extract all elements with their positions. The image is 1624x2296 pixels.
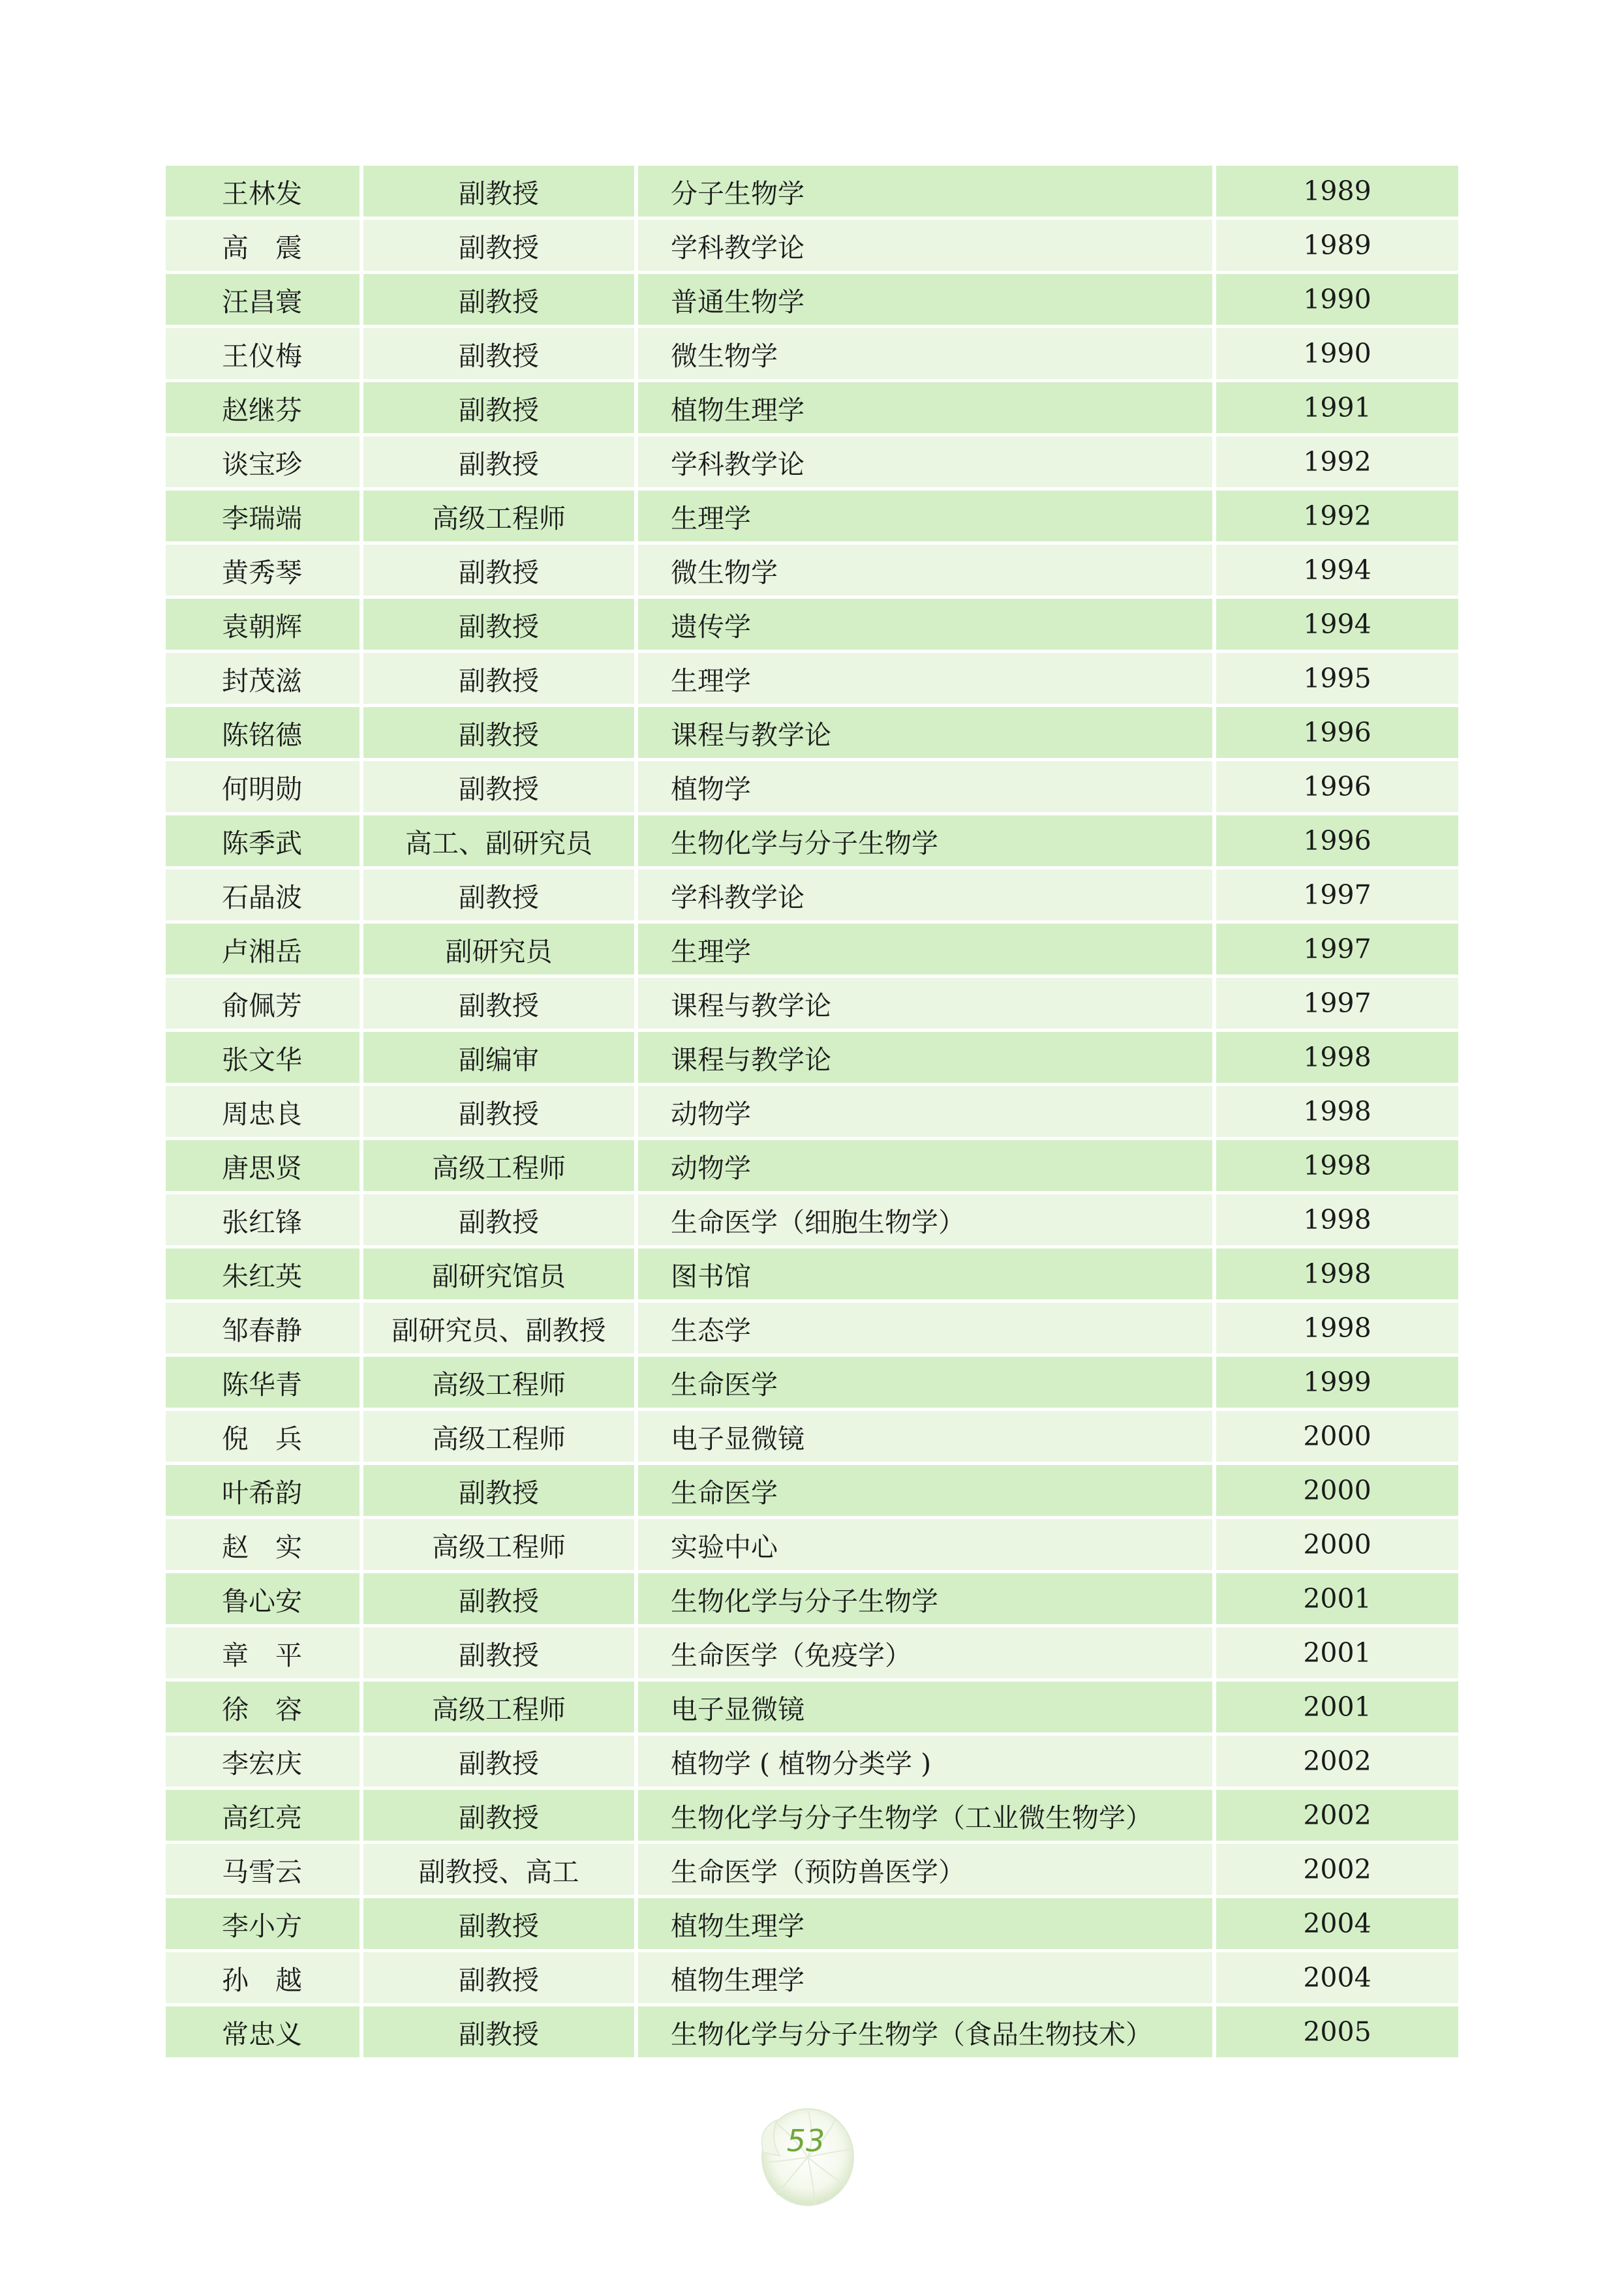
staff-name-cell: 孙 越	[166, 1952, 360, 2003]
staff-year-cell: 1990	[1216, 328, 1458, 379]
staff-field-cell: 微生物学	[638, 328, 1212, 379]
staff-title-cell: 副教授	[363, 653, 634, 704]
staff-field-cell: 生命医学（免疫学）	[638, 1627, 1212, 1678]
staff-year-cell: 1998	[1216, 1032, 1458, 1083]
table-row	[166, 1790, 1458, 1841]
staff-title-cell: 副教授	[363, 978, 634, 1029]
staff-title-cell: 高工、副研究员	[363, 815, 634, 866]
staff-field-cell: 植物学	[638, 761, 1212, 812]
table-row	[166, 1844, 1458, 1895]
staff-field-cell: 电子显微镜	[638, 1411, 1212, 1462]
staff-field-cell: 分子生物学	[638, 166, 1212, 217]
staff-field-cell: 课程与教学论	[638, 707, 1212, 758]
staff-field-cell: 植物生理学	[638, 1952, 1212, 2003]
staff-field-cell: 生理学	[638, 653, 1212, 704]
staff-field-cell: 课程与教学论	[638, 978, 1212, 1029]
staff-year-cell: 1996	[1216, 707, 1458, 758]
staff-title-cell: 副教授	[363, 707, 634, 758]
staff-name-cell: 朱红英	[166, 1248, 360, 1299]
staff-name-cell: 常忠义	[166, 2006, 360, 2057]
table-row	[166, 1952, 1458, 2003]
staff-field-cell: 生理学	[638, 491, 1212, 541]
staff-year-cell: 2000	[1216, 1465, 1458, 1516]
staff-title-cell: 副教授	[363, 1573, 634, 1624]
staff-field-cell: 生物化学与分子生物学	[638, 1573, 1212, 1624]
table-row	[166, 1140, 1458, 1191]
staff-title-cell: 副教授	[363, 382, 634, 433]
table-row	[166, 599, 1458, 650]
staff-name-cell: 袁朝辉	[166, 599, 360, 650]
staff-name-cell: 石晶波	[166, 869, 360, 920]
staff-year-cell: 2002	[1216, 1844, 1458, 1895]
staff-title-cell: 高级工程师	[363, 491, 634, 541]
staff-title-cell: 副教授	[363, 869, 634, 920]
staff-title-cell: 高级工程师	[363, 1411, 634, 1462]
staff-year-cell: 1991	[1216, 382, 1458, 433]
table-row	[166, 869, 1458, 920]
staff-year-cell: 2001	[1216, 1573, 1458, 1624]
staff-year-cell: 1998	[1216, 1194, 1458, 1245]
table-row	[166, 1519, 1458, 1570]
staff-name-cell: 邹春静	[166, 1303, 360, 1353]
staff-name-cell: 赵 实	[166, 1519, 360, 1570]
staff-name-cell: 周忠良	[166, 1086, 360, 1137]
table-row	[166, 1086, 1458, 1137]
table-row	[166, 491, 1458, 541]
staff-title-cell: 副研究员	[363, 924, 634, 974]
staff-name-cell: 何明勋	[166, 761, 360, 812]
staff-title-cell: 副教授	[363, 1952, 634, 2003]
staff-year-cell: 1992	[1216, 491, 1458, 541]
table-row	[166, 1248, 1458, 1299]
staff-year-cell: 1998	[1216, 1086, 1458, 1137]
staff-year-cell: 2001	[1216, 1682, 1458, 1732]
staff-field-cell: 学科教学论	[638, 869, 1212, 920]
staff-year-cell: 2000	[1216, 1411, 1458, 1462]
staff-name-cell: 王林发	[166, 166, 360, 217]
staff-field-cell: 生命医学（预防兽医学）	[638, 1844, 1212, 1895]
staff-title-cell: 副教授	[363, 1627, 634, 1678]
staff-year-cell: 1989	[1216, 220, 1458, 271]
table-row	[166, 924, 1458, 974]
staff-year-cell: 1994	[1216, 599, 1458, 650]
staff-year-cell: 1999	[1216, 1357, 1458, 1408]
staff-table-body	[166, 166, 1458, 2057]
staff-field-cell: 普通生物学	[638, 274, 1212, 325]
staff-title-cell: 高级工程师	[363, 1682, 634, 1732]
staff-field-cell: 遗传学	[638, 599, 1212, 650]
staff-name-cell: 徐 容	[166, 1682, 360, 1732]
staff-year-cell: 1997	[1216, 869, 1458, 920]
staff-year-cell: 1997	[1216, 924, 1458, 974]
staff-field-cell: 植物生理学	[638, 382, 1212, 433]
staff-field-cell: 图书馆	[638, 1248, 1212, 1299]
table-row	[166, 1627, 1458, 1678]
table-row	[166, 1411, 1458, 1462]
staff-name-cell: 章 平	[166, 1627, 360, 1678]
staff-name-cell: 张文华	[166, 1032, 360, 1083]
staff-title-cell: 副研究员、副教授	[363, 1303, 634, 1353]
staff-name-cell: 高红亮	[166, 1790, 360, 1841]
staff-name-cell: 高 震	[166, 220, 360, 271]
table-row	[166, 1736, 1458, 1787]
staff-name-cell: 陈华青	[166, 1357, 360, 1408]
table-row	[166, 436, 1458, 487]
staff-field-cell: 微生物学	[638, 545, 1212, 596]
staff-year-cell: 1994	[1216, 545, 1458, 596]
staff-year-cell: 1998	[1216, 1248, 1458, 1299]
staff-field-cell: 课程与教学论	[638, 1032, 1212, 1083]
staff-name-cell: 陈铭德	[166, 707, 360, 758]
staff-title-cell: 副教授	[363, 328, 634, 379]
staff-year-cell: 2000	[1216, 1519, 1458, 1570]
staff-field-cell: 动物学	[638, 1140, 1212, 1191]
staff-title-cell: 副编审	[363, 1032, 634, 1083]
staff-year-cell: 1998	[1216, 1303, 1458, 1353]
staff-title-cell: 副教授	[363, 2006, 634, 2057]
table-row	[166, 328, 1458, 379]
staff-field-cell: 植物生理学	[638, 1898, 1212, 1949]
staff-title-cell: 高级工程师	[363, 1519, 634, 1570]
staff-field-cell: 生物化学与分子生物学	[638, 815, 1212, 866]
table-row	[166, 761, 1458, 812]
staff-name-cell: 汪昌寰	[166, 274, 360, 325]
table-row	[166, 1573, 1458, 1624]
staff-field-cell: 生命医学（细胞生物学）	[638, 1194, 1212, 1245]
staff-year-cell: 1996	[1216, 815, 1458, 866]
table-row	[166, 815, 1458, 866]
staff-table-container	[166, 166, 1458, 2061]
staff-field-cell: 电子显微镜	[638, 1682, 1212, 1732]
staff-year-cell: 1989	[1216, 166, 1458, 217]
table-row	[166, 382, 1458, 433]
staff-title-cell: 副教授	[363, 1465, 634, 1516]
staff-year-cell: 1998	[1216, 1140, 1458, 1191]
staff-year-cell: 1992	[1216, 436, 1458, 487]
staff-title-cell: 副教授	[363, 1194, 634, 1245]
staff-name-cell: 李瑞端	[166, 491, 360, 541]
staff-name-cell: 马雪云	[166, 1844, 360, 1895]
table-row	[166, 545, 1458, 596]
staff-title-cell: 副教授	[363, 220, 634, 271]
staff-name-cell: 黄秀琴	[166, 545, 360, 596]
staff-field-cell: 生理学	[638, 924, 1212, 974]
staff-name-cell: 唐思贤	[166, 1140, 360, 1191]
staff-name-cell: 谈宝珍	[166, 436, 360, 487]
staff-name-cell: 王仪梅	[166, 328, 360, 379]
shell-icon	[750, 2104, 861, 2214]
staff-year-cell: 1997	[1216, 978, 1458, 1029]
staff-title-cell: 副教授	[363, 1790, 634, 1841]
table-row	[166, 2006, 1458, 2057]
staff-name-cell: 卢湘岳	[166, 924, 360, 974]
table-row	[166, 1465, 1458, 1516]
staff-year-cell: 1995	[1216, 653, 1458, 704]
staff-title-cell: 副研究馆员	[363, 1248, 634, 1299]
staff-name-cell: 李宏庆	[166, 1736, 360, 1787]
staff-title-cell: 副教授	[363, 1736, 634, 1787]
table-row	[166, 274, 1458, 325]
staff-name-cell: 张红锋	[166, 1194, 360, 1245]
staff-name-cell: 俞佩芳	[166, 978, 360, 1029]
staff-title-cell: 副教授	[363, 1898, 634, 1949]
staff-field-cell: 动物学	[638, 1086, 1212, 1137]
staff-field-cell: 学科教学论	[638, 220, 1212, 271]
staff-year-cell: 1990	[1216, 274, 1458, 325]
table-row	[166, 1682, 1458, 1732]
staff-field-cell: 生物化学与分子生物学（食品生物技术）	[638, 2006, 1212, 2057]
table-row	[166, 166, 1458, 217]
table-row	[166, 220, 1458, 271]
staff-field-cell: 生命医学	[638, 1465, 1212, 1516]
table-row	[166, 978, 1458, 1029]
staff-title-cell: 副教授	[363, 1086, 634, 1137]
table-row	[166, 1303, 1458, 1353]
staff-title-cell: 高级工程师	[363, 1357, 634, 1408]
staff-name-cell: 陈季武	[166, 815, 360, 866]
page-number: 53	[786, 2123, 825, 2158]
staff-title-cell: 高级工程师	[363, 1140, 634, 1191]
table-row	[166, 707, 1458, 758]
staff-year-cell: 2005	[1216, 2006, 1458, 2057]
staff-name-cell: 封茂滋	[166, 653, 360, 704]
staff-field-cell: 生物化学与分子生物学（工业微生物学）	[638, 1790, 1212, 1841]
staff-field-cell: 实验中心	[638, 1519, 1212, 1570]
staff-field-cell: 生命医学	[638, 1357, 1212, 1408]
staff-name-cell: 倪 兵	[166, 1411, 360, 1462]
staff-year-cell: 1996	[1216, 761, 1458, 812]
staff-title-cell: 副教授	[363, 436, 634, 487]
staff-title-cell: 副教授	[363, 545, 634, 596]
table-row	[166, 653, 1458, 704]
staff-field-cell: 生态学	[638, 1303, 1212, 1353]
staff-name-cell: 赵继芬	[166, 382, 360, 433]
staff-title-cell: 副教授	[363, 166, 634, 217]
staff-title-cell: 副教授	[363, 274, 634, 325]
staff-title-cell: 副教授、高工	[363, 1844, 634, 1895]
staff-field-cell: 学科教学论	[638, 436, 1212, 487]
staff-table	[162, 162, 1462, 2061]
staff-name-cell: 鲁心安	[166, 1573, 360, 1624]
staff-name-cell: 叶希韵	[166, 1465, 360, 1516]
staff-year-cell: 2002	[1216, 1790, 1458, 1841]
table-row	[166, 1194, 1458, 1245]
staff-year-cell: 2002	[1216, 1736, 1458, 1787]
table-row	[166, 1898, 1458, 1949]
staff-field-cell: 植物学 ( 植物分类学 )	[638, 1736, 1212, 1787]
staff-title-cell: 副教授	[363, 761, 634, 812]
staff-name-cell: 李小方	[166, 1898, 360, 1949]
staff-year-cell: 2004	[1216, 1898, 1458, 1949]
staff-year-cell: 2004	[1216, 1952, 1458, 2003]
staff-title-cell: 副教授	[363, 599, 634, 650]
table-row	[166, 1032, 1458, 1083]
staff-year-cell: 2001	[1216, 1627, 1458, 1678]
table-row	[166, 1357, 1458, 1408]
